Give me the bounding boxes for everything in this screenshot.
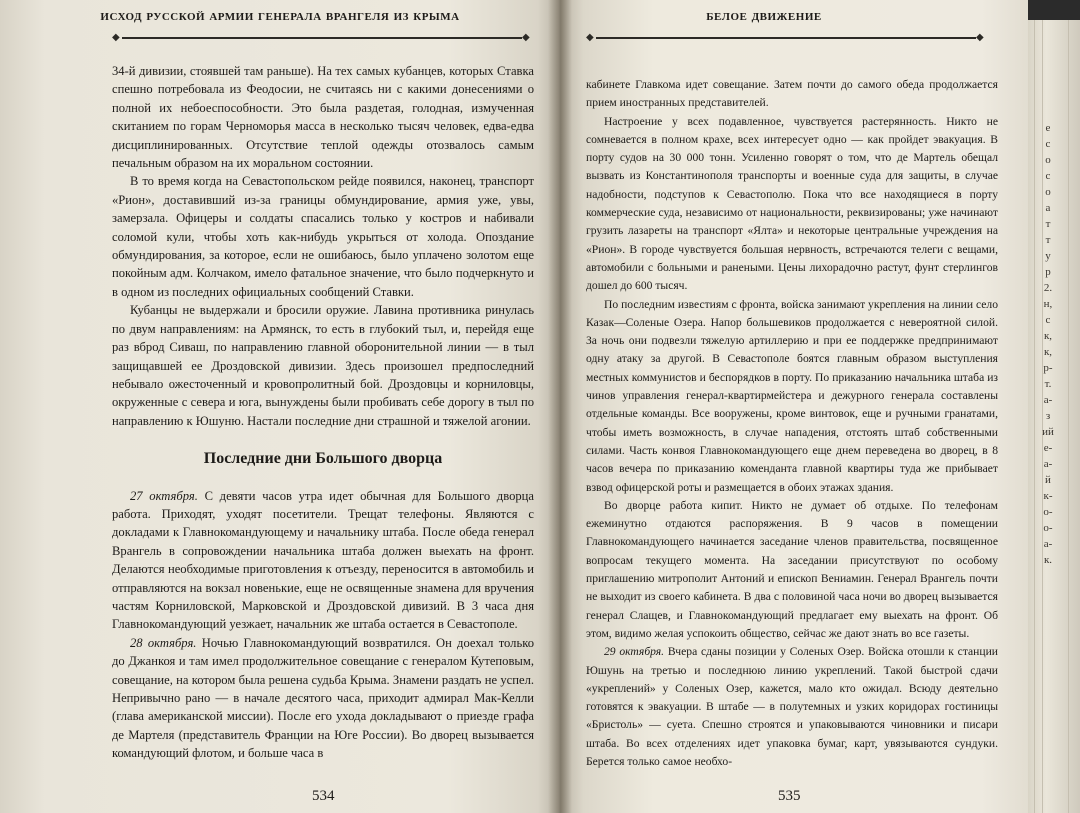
book-spine-shadow (548, 0, 572, 813)
edge-letter: ий (1042, 426, 1054, 438)
edge-letter: й (1045, 474, 1051, 486)
paragraph-text: кабинете Главкома идет совещание. Затем почти до самого обеда продолжается прием иностранных представителей. (586, 78, 998, 110)
edge-letter: с (1045, 138, 1051, 150)
running-head-left: исход русской армии генерала врангеля из крыма (100, 8, 460, 24)
edge-letter: а- (1043, 458, 1053, 470)
edge-letter: е- (1043, 442, 1053, 454)
edge-letter: с (1045, 170, 1051, 182)
ornament-end-icon: ◆ (586, 32, 594, 43)
edge-letter: о (1045, 186, 1051, 198)
paragraph (112, 487, 534, 634)
ornament-end-icon: ◆ (522, 32, 530, 43)
entry-date: 27 октября. (130, 488, 198, 503)
paragraph-text: Во дворце работа кипит. Никто не думает об отдыхе. По телефонам ежеминутно отдаются распоряжения. В 9 часов в помещении Главнокомандующего начинается заседание членов правительства, посвященное вопросам текущего момента. На заседании присутствуют по особому приглашению митрополит Антоний и епископ Вениамин. Генерал Врангель почти не выходит из своего кабинета. В два с половиной часа ночи во дворец вызывается генерал Слащев, и Главнокомандующий предлагает ему выехать на фронт. Об этом, видимо желая успокоить общество, сейчас же дают знать во все газеты. (586, 498, 998, 640)
paragraph (586, 497, 998, 643)
entry-date: 28 октября. (130, 635, 197, 650)
edge-letter: у (1045, 250, 1051, 262)
paragraph (586, 76, 998, 113)
right-body-text (586, 76, 998, 771)
edge-letter: т. (1044, 378, 1052, 390)
paragraph-text: С девяти часов утра идет обычная для Большого дворца работа. Приходят, уходят посетители. Трещат телефоны. Являются с докладами к Главнокомандующему и начальнику штаба. После обеда генерал Врангель в сопровождении начальника штаба должен выехать на фронт. Делаются необходимые приготовления к отъезду, переносится в автомобиль и отправляются на вокзал новенькие, еще не освященные знамена для вручения частям Корниловской, Марковской и Дроздовской дивизий. В 3 часа дня Главнокомандующий уезжает, начальник же штаба остается в Севастополе. (112, 488, 535, 632)
paragraph (586, 113, 998, 296)
paragraph (586, 643, 998, 771)
paragraph (112, 634, 534, 763)
edge-letter: з (1045, 410, 1051, 422)
paragraph (586, 296, 998, 497)
edge-letter: о (1045, 154, 1051, 166)
paragraph-text: Ночью Главнокомандующий возвратился. Он доехал только до Джанкоя и там имел продолжительное совещание с генералом Кутеповым, совещание, на котором была решена судьба Крыма. Знамени раздать не успел. Непривычно рано — в начале десятого часа, приходит адмирал Мак-Келли (глава американской миссии). После его ухода докладывают о приезде графа де Мартеля (представитель Франции на Юге России). Во дворец вызывается командующий флотом, и больше часа в (112, 635, 534, 761)
paragraph-text: В то время когда на Севастопольском рейде появился, наконец, транспорт «Рион», доставивший из-за границы обмундирование, армия уже, увы, замерзала. Офицеры и солдаты спасались только у костров и набивали соломой кули, чтобы хоть как-нибудь укрыться от холода. Опоздание обмундирования, за которое, если не ошибаюсь, было уплачено золотом еще покойным адм. Колчаком, имело фатальное значение, что было подчеркнуто и в одном из последних официальных сообщений Ставки. (112, 174, 534, 299)
edge-letter: а- (1043, 394, 1053, 406)
paragraph (112, 62, 534, 172)
edge-letter: 2. (1043, 282, 1053, 294)
edge-letter: р (1045, 266, 1051, 278)
edge-letter: т (1045, 234, 1051, 246)
ornament-end-icon: ◆ (976, 32, 984, 43)
paragraph-text: По последним известиям с фронта, войска занимают укрепления на линии село Казак—Соленые Озера. Напор большевиков продолжается с невероятной силой. За ночь они подвезли тяжелую артиллерию и при ее поддержке предпринимают одну атаку за другой. В Севастополе боятся главным образом выступления местных коммунистов и беспорядков в порту. По приказанию начальника штаба из чинов управления генерал-квартирмейстера и дежурного генерала составлены отдельные команды. Все вооружены, кроме винтовок, еще и ручными гранатами, чтобы иметь возможность, в случае нападения, отстоять штаб собственными силами. Часть конвоя Главнокомандующего еще днем переведена во дворец, в 8 часов вечера по приказанию коменданта главной квартиры туда же прибывает взвод офицерской роты и размещается в обоих этажах здания. (586, 297, 998, 494)
section-title: Последние дни Большого дворца (203, 450, 443, 468)
edge-letter: к, (1043, 346, 1053, 358)
edge-letter: к, (1043, 330, 1053, 342)
next-page-edge-letters (1036, 120, 1060, 568)
right-page (560, 0, 1028, 813)
running-head-right: белое движение (706, 8, 822, 24)
ornament-end-icon: ◆ (112, 32, 120, 43)
header-ornament-right (586, 32, 986, 44)
paragraph-text: Вчера сданы позиции у Соленых Озер. Войска отошли к станции Юшунь на третью и последнюю линию укреплений. Такой быстрой сдачи «укреплений» у Соленых Озер, кажется, мало кто ожидал. Всюду деятельно готовятся к эвакуации. В штабе — в полутемных и узких коридорах гостиницы «Бристоль» — суета. Спешно строятся и упаковываются чиновники и писари штаба. Во всех отделениях идет упаковка бумаг, карт, увязываются сундуки. Берется только самое необхо- (586, 645, 998, 768)
edge-letter: е (1045, 122, 1051, 134)
entry-date: 29 октября. (604, 645, 665, 659)
edge-letter: о- (1043, 506, 1053, 518)
edge-letter: а (1045, 202, 1051, 214)
paragraph-text: Настроение у всех подавленное, чувствуется растерянность. Никто не сомневается в полном крахе, всех интересует одно — как пройдет эвакуация. В порту судов на 30 000 тонн. Усиленно говорят о том, что де Мартель обещал вызвать из Константинополя транспорты и военные суда для защиты, в случае надобности, подступов к Севастополю. Пока что все находящиеся в порту коммерческие суда, независимо от национальности, реквизированы; уже начинают грузить лазареты на транспорт «Ялта» и некоторые центральные учреждения на «Рион». В городе чувствуется большая нервность, встречаются телеги с вещами, автомобили с больными и ранеными. Цены лихорадочно растут, фунт стерлингов дошел до 600 тысяч. (586, 114, 998, 293)
edge-letter: н, (1043, 298, 1053, 310)
header-ornament-left (112, 32, 532, 44)
edge-letter: а- (1043, 538, 1053, 550)
edge-letter: с (1045, 314, 1051, 326)
edge-letter: к- (1043, 490, 1053, 502)
edge-letter: т (1045, 218, 1051, 230)
page-number-left: 534 (312, 788, 335, 804)
paragraph (112, 301, 534, 430)
left-body-text (112, 62, 534, 763)
ornament-rule (122, 37, 522, 39)
paragraph-text: 34-й дивизии, стоявшей там раньше). На тех самых кубанцев, которых Ставка спешно потребовала из Феодосии, не считаясь ни с какими донесениями о полной их небоеспособности. Это была раздетая, голодная, измученная скитанием по горам Черноморья масса в несколько тысяч человек, едва-едва дисциплинированных. Отсутствие теплой одежды отозвалось самым печальным образом на их моральном состоянии. (112, 64, 534, 171)
edge-letter: р- (1043, 362, 1053, 374)
edge-letter: к. (1043, 554, 1053, 566)
ornament-rule (596, 37, 976, 39)
edge-letter: о- (1043, 522, 1053, 534)
paragraph-text: Кубанцы не выдержали и бросили оружие. Лавина противника ринулась по двум направлениям: на Армянск, то есть в глубокий тыл, и, перейдя еще раз вброд Сиваш, по направлению главной оборонительной линии — в тыл защищавшей ее Дроздовской дивизии. Здесь произошел предпоследний небывало ожесточенный и кровопролитный бой. Дроздовцы и корниловцы, окруженные с севера и юга, вынуждены были пробивать себе дорогу в тыл по направлению к Юшуню. Настали последние дни страшной и тяжелой агонии. (112, 303, 534, 428)
paragraph (112, 172, 534, 301)
page-number-right: 535 (778, 788, 801, 804)
